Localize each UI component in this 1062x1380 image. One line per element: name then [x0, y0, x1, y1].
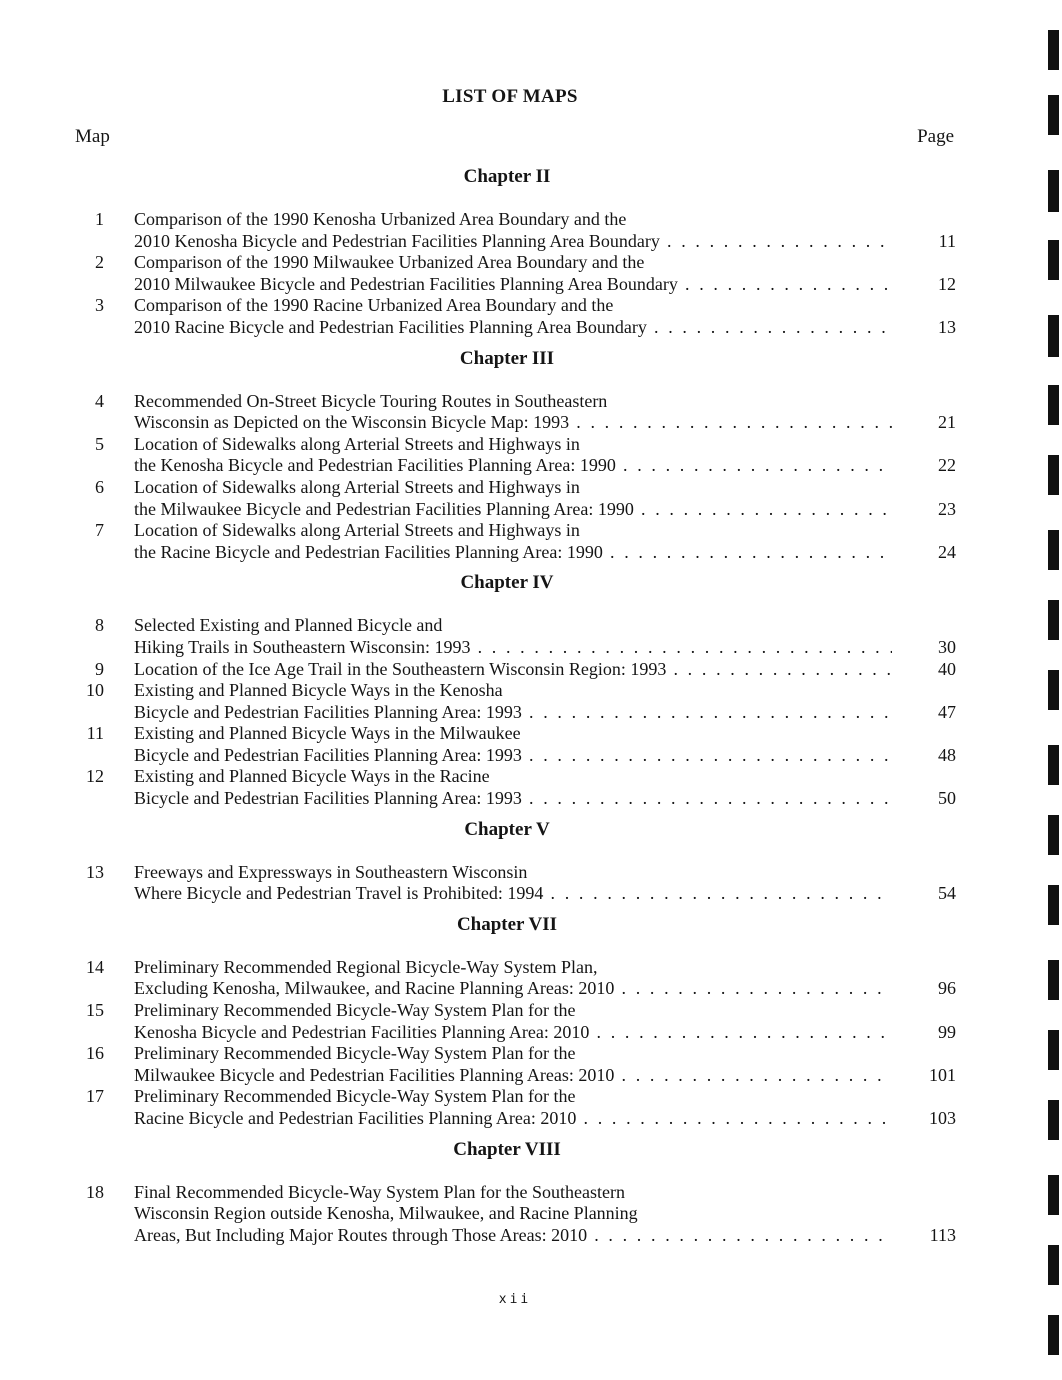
map-entry [70, 1000, 956, 1043]
map-entry [70, 1182, 956, 1247]
map-title-line: Areas, But Including Major Routes through Those Areas: 2010 . . . [134, 1225, 892, 1247]
map-number: 18 [86, 1181, 104, 1202]
map-number: 1 [95, 209, 104, 229]
map-title [134, 723, 892, 766]
map-title [134, 862, 892, 905]
map-number: 3 [95, 295, 104, 316]
map-title [134, 957, 892, 1000]
map-number: 7 [95, 520, 104, 541]
chapter-heading: Chapter IV [460, 572, 554, 594]
map-title [134, 434, 892, 477]
map-entry [70, 615, 956, 658]
list-of-maps [70, 162, 956, 1246]
page-number: 24 [906, 542, 956, 564]
map-title [134, 615, 892, 658]
map-entry [70, 723, 956, 766]
map-title [134, 680, 892, 723]
map-title-line: 2010 Milwaukee Bicycle and Pedestrian Facilities Planning Area Boundary . . . [134, 274, 892, 296]
map-number: 16 [86, 1043, 104, 1064]
map-title [134, 1086, 892, 1129]
map-title [134, 520, 892, 563]
map-entry [70, 680, 956, 723]
page-number-footer: xii [498, 1292, 532, 1307]
map-title [134, 391, 892, 434]
map-title [134, 766, 892, 809]
page-number: 96 [906, 978, 956, 1000]
chapter-heading: Chapter III [459, 347, 555, 369]
page-number: 13 [906, 317, 956, 339]
page-number: 99 [906, 1022, 956, 1044]
page-number: 103 [906, 1108, 956, 1130]
map-number: 10 [86, 680, 104, 701]
page-number: 54 [906, 883, 956, 905]
map-entry [70, 252, 956, 295]
map-entry [70, 434, 956, 477]
map-title-line: the Racine Bicycle and Pedestrian Facilities Planning Area: 1990 . . . [134, 542, 892, 564]
map-title [134, 659, 892, 681]
map-title-line: 2010 Kenosha Bicycle and Pedestrian Facilities Planning Area Boundary . . . [134, 231, 892, 253]
map-title-line: Bicycle and Pedestrian Facilities Planning Area: 1993 . . . [134, 788, 892, 810]
map-title-line: Freeways and Expressways in Southeastern Wisconsin [134, 861, 528, 882]
map-title-line: Location of Sidewalks along Arterial Streets and Highways in [134, 433, 580, 454]
map-number: 13 [86, 861, 104, 882]
chapter-section [70, 348, 956, 564]
chapter-section [70, 166, 956, 339]
chapter-heading: Chapter VIII [453, 1138, 561, 1160]
map-title-line: Excluding Kenosha, Milwaukee, and Racine Planning Areas: 2010 . . . [134, 978, 892, 1000]
map-number: 4 [95, 390, 104, 411]
page-number: 47 [906, 702, 956, 724]
map-title-line: Selected Existing and Planned Bicycle and [134, 615, 443, 636]
map-title-line: Preliminary Recommended Regional Bicycle-Way System Plan, [134, 956, 598, 977]
page-number: 22 [906, 455, 956, 477]
map-title [134, 1043, 892, 1086]
map-title-line: Location of Sidewalks along Arterial Streets and Highways in [134, 520, 580, 541]
map-title-line: Racine Bicycle and Pedestrian Facilities Planning Area: 2010 . . . [134, 1108, 892, 1130]
page-number: 101 [906, 1065, 956, 1087]
map-title-line: Comparison of the 1990 Milwaukee Urbanized Area Boundary and the [134, 252, 645, 273]
map-number: 9 [95, 658, 104, 679]
chapter-heading: Chapter V [464, 818, 550, 840]
chapter-section [70, 1139, 956, 1247]
map-title-line: Existing and Planned Bicycle Ways in the Racine [134, 766, 490, 787]
map-title-line: Where Bicycle and Pedestrian Travel is Prohibited: 1994 . . . [134, 883, 892, 905]
map-title [134, 295, 892, 338]
page-column-header: Page [917, 126, 954, 147]
map-number: 11 [86, 723, 104, 744]
map-entry [70, 766, 956, 809]
page-number: 40 [906, 659, 956, 681]
page-number: 48 [906, 745, 956, 767]
map-title-line: Wisconsin Region outside Kenosha, Milwaukee, and Racine Planning [134, 1203, 638, 1224]
map-title-line: the Kenosha Bicycle and Pedestrian Facilities Planning Area: 1990 . . . [134, 455, 892, 477]
map-title-line: Final Recommended Bicycle-Way System Plan for the Southeastern [134, 1181, 625, 1202]
map-number: 15 [86, 1000, 104, 1021]
map-title-line: 2010 Racine Bicycle and Pedestrian Facilities Planning Area Boundary . . . [134, 317, 892, 339]
chapter-heading: Chapter II [463, 166, 551, 187]
binding-marks [1032, 0, 1062, 1380]
map-title-line: Existing and Planned Bicycle Ways in the Kenosha [134, 680, 503, 701]
map-entry [70, 1086, 956, 1129]
map-title-line: Milwaukee Bicycle and Pedestrian Facilities Planning Areas: 2010 . . . [134, 1065, 892, 1087]
map-number: 6 [95, 476, 104, 497]
map-title-line: Hiking Trails in Southeastern Wisconsin: 1993 . . . [134, 637, 892, 659]
chapter-section [70, 819, 956, 905]
map-title [134, 252, 892, 295]
map-number: 8 [95, 615, 104, 636]
map-number: 12 [86, 766, 104, 787]
map-number: 5 [95, 433, 104, 454]
map-title-line: Location of Sidewalks along Arterial Streets and Highways in [134, 476, 580, 497]
page-number: 113 [906, 1225, 956, 1247]
map-title-line: Recommended On-Street Bicycle Touring Routes in Southeastern [134, 390, 608, 411]
page-number: 23 [906, 499, 956, 521]
page-number: 11 [906, 231, 956, 253]
map-title-line: Bicycle and Pedestrian Facilities Planning Area: 1993 . . . [134, 702, 892, 724]
map-entry [70, 862, 956, 905]
map-number: 14 [86, 956, 104, 977]
page-number: 21 [906, 412, 956, 434]
map-title-line: Comparison of the 1990 Racine Urbanized Area Boundary and the [134, 295, 614, 316]
map-entry [70, 957, 956, 1000]
map-number: 2 [95, 252, 104, 273]
chapter-section [70, 914, 956, 1130]
page-number: 12 [906, 274, 956, 296]
map-title-line: Comparison of the 1990 Kenosha Urbanized Area Boundary and the [134, 209, 627, 229]
map-number: 17 [86, 1086, 104, 1107]
map-title [134, 1182, 892, 1247]
map-title-line: Preliminary Recommended Bicycle-Way System Plan for the [134, 1000, 576, 1021]
page-number: 50 [906, 788, 956, 810]
map-column-header: Map [75, 126, 110, 147]
map-title-line: Existing and Planned Bicycle Ways in the Milwaukee [134, 723, 521, 744]
map-title-line: Preliminary Recommended Bicycle-Way System Plan for the [134, 1043, 576, 1064]
map-title-line: Bicycle and Pedestrian Facilities Planning Area: 1993 . . . [134, 745, 892, 767]
chapter-heading: Chapter VII [456, 913, 558, 935]
page-title: LIST OF MAPS [442, 86, 578, 107]
map-title-line: the Milwaukee Bicycle and Pedestrian Facilities Planning Area: 1990 . . . [134, 499, 892, 521]
map-entry [70, 1043, 956, 1086]
map-entry [70, 209, 956, 252]
map-entry [70, 295, 956, 338]
chapter-section [70, 572, 956, 809]
map-title-line: Preliminary Recommended Bicycle-Way System Plan for the [134, 1086, 576, 1107]
map-entry [70, 477, 956, 520]
map-title-line: Wisconsin as Depicted on the Wisconsin Bicycle Map: 1993 . . . [134, 412, 892, 434]
map-title-line: Location of the Ice Age Trail in the Southeastern Wisconsin Region: 1993 . . . [134, 659, 892, 681]
page-number: 30 [906, 637, 956, 659]
map-title-line: Kenosha Bicycle and Pedestrian Facilities Planning Area: 2010 . . . [134, 1022, 892, 1044]
map-title [134, 477, 892, 520]
map-entry [70, 659, 956, 681]
map-entry [70, 520, 956, 563]
map-entry [70, 391, 956, 434]
map-title [134, 209, 892, 252]
map-title [134, 1000, 892, 1043]
